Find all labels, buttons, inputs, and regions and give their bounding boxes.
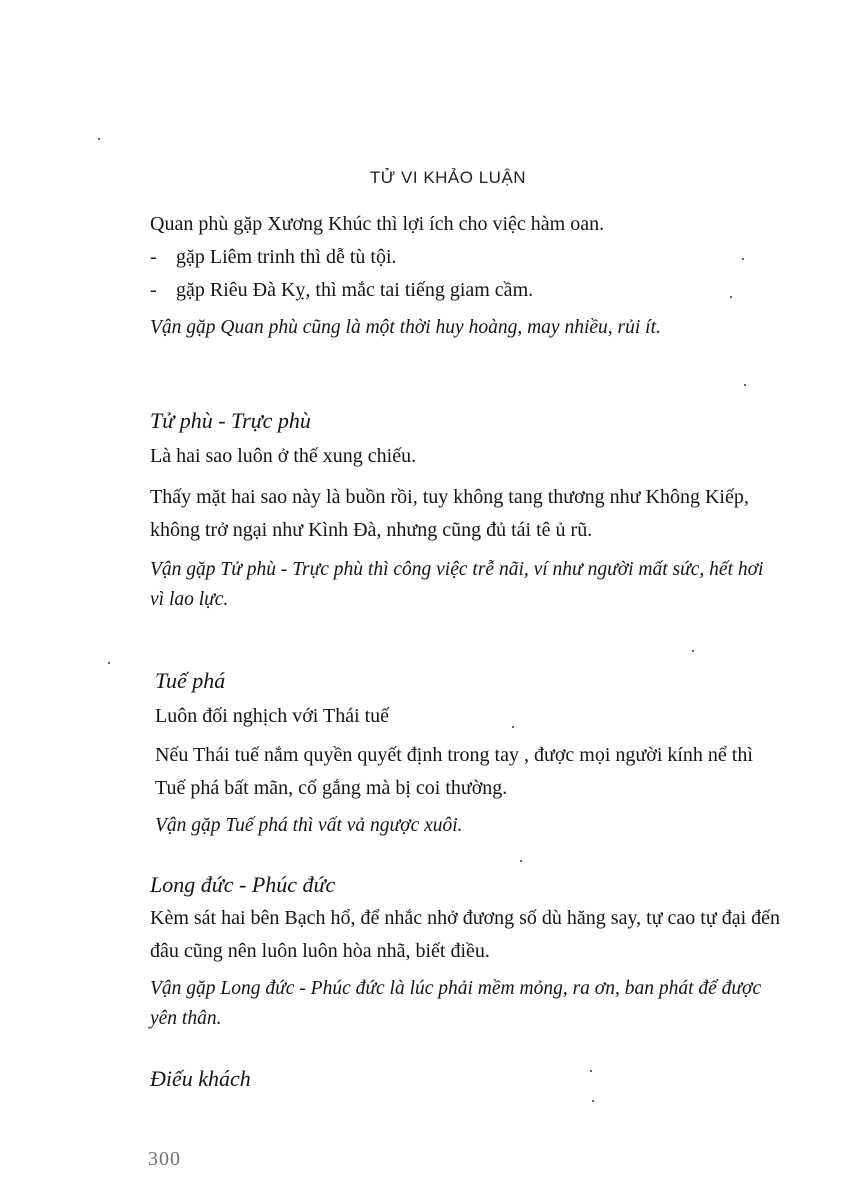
scan-speck [590, 1070, 592, 1072]
body-paragraph: Nếu Thái tuế nắm quyền quyết định trong tay , được mọi người kính nể thì Tuế phá bất mãn, cố gắng mà bị coi thường. [155, 744, 753, 799]
body-paragraph: Luôn đối nghịch với Thái tuế [155, 705, 390, 727]
bullet-text: gặp Riêu Đà Kỵ, thì mắc tai tiếng giam cầm. [176, 279, 534, 301]
scan-speck [98, 138, 100, 140]
section-heading: Điếu khách [150, 1066, 251, 1091]
scan-speck [730, 296, 732, 298]
bullet-line [150, 274, 780, 307]
body-paragraph: Kèm sát hai bên Bạch hổ, để nhắc nhở đương số dù hăng say, tự cao tự đại đến đâu cũng nên luôn luôn hòa nhã, biết điều. [150, 907, 780, 962]
body-line: Quan phù gặp Xương Khúc thì lợi ích cho việc hàm oan. [150, 213, 605, 235]
section-heading: Long đức - Phúc đức [150, 872, 336, 897]
scan-speck [592, 1100, 594, 1102]
section-tue-pha [155, 668, 785, 841]
scan-speck [744, 384, 746, 386]
scan-speck [520, 860, 522, 862]
bullet-text: gặp Liêm trinh thì dễ tù tội. [176, 246, 397, 268]
body-paragraph: Thấy mặt hai sao này là buồn rồi, tuy không tang thương như Không Kiếp, không trở ngại như Kình Đà, nhưng cũng đủ tái tê ủ rũ. [150, 486, 749, 541]
fortune-note: Vận gặp Tử phù - Trực phù thì công việc trễ nãi, ví như người mất sức, hết hơi vì lao lực. [150, 559, 764, 610]
section-heading: Tuế phá [155, 668, 226, 693]
scan-speck [742, 258, 744, 260]
scan-speck [692, 650, 694, 652]
scan-speck [108, 662, 110, 664]
section-dieu-khach [150, 1066, 780, 1092]
scan-speck [512, 726, 514, 728]
fortune-note: Vận gặp Quan phù cũng là một thời huy hoàng, may nhiều, rủi ít. [150, 317, 661, 338]
section-quan-phu [150, 208, 780, 343]
page-number: 300 [148, 1148, 181, 1170]
section-heading: Tử phù - Trực phù [150, 408, 311, 433]
bullet-line [150, 241, 780, 274]
dash-bullet: - [150, 246, 157, 268]
body-paragraph: Là hai sao luôn ở thế xung chiếu. [150, 445, 417, 467]
dash-bullet: - [150, 279, 157, 301]
fortune-note: Vận gặp Long đức - Phúc đức là lúc phải mềm mỏng, ra ơn, ban phát để được yên thân. [150, 978, 762, 1029]
section-tu-phu-truc-phu [150, 408, 780, 615]
running-header: TỬ VI KHẢO LUẬN [369, 168, 527, 187]
section-long-duc-phuc-duc [150, 872, 780, 1034]
fortune-note: Vận gặp Tuế phá thì vất vả ngược xuôi. [155, 815, 463, 836]
